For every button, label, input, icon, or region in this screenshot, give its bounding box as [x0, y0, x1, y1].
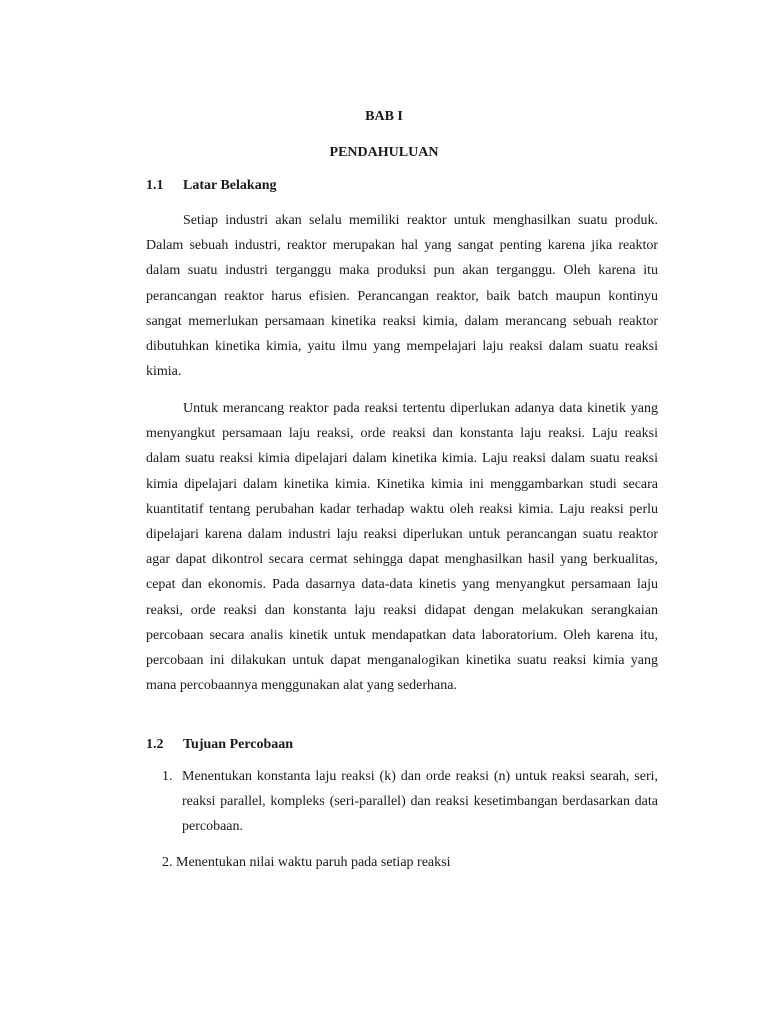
section-heading-latar-belakang [146, 177, 276, 195]
list-marker: 2. [162, 855, 173, 870]
chapter-number: BAB I [365, 109, 403, 124]
section-number: 1.2 [146, 737, 164, 752]
list-item-text: Menentukan nilai waktu paruh pada setiap reaksi [176, 855, 451, 870]
list-item [162, 850, 450, 875]
list-marker: 1. [162, 769, 173, 784]
section-title: Latar Belakang [183, 178, 277, 193]
section-number: 1.1 [146, 178, 164, 193]
list-item [146, 764, 658, 840]
section-heading-tujuan-percobaan [146, 736, 293, 754]
chapter-title: PENDAHULUAN [329, 145, 439, 160]
paragraph-latar-belakang-2: Untuk merancang reaktor pada reaksi tertentu diperlukan adanya data kinetik yang menyangkut persamaan laju reaksi, orde reaksi dan konstanta laju reaksi. Laju reaksi dalam suatu reaksi kimia dipelajari dalam kinetika kimia. Laju reaksi dalam suatu reaksi kimia dipelajari dalam kinetika kimia. Kinetika kimia ini menggambarkan studi secara kuantitatif tentang perubahan kadar terhadap waktu oleh reaksi kimia. Laju reaksi perlu dipelajari karena dalam industri laju reaksi diperlukan untuk perancangan suatu reaktor agar dapat dikontrol secara cermat sehingga dapat menghasilkan hasil yang berkualitas, cepat dan ekonomis. Pada dasarnya data-data kinetis yang menyangkut persamaan laju reaksi, orde reaksi dan konstanta laju reaksi didapat dengan melakukan serangkaian percobaan secara analis kinetik untuk mendapatkan data laboratorium. Oleh karena itu, percobaan ini dilakukan untuk dapat menganalogikan kinetika suatu reaksi kimia yang mana percobaannya menggunakan alat yang sederhana. [146, 401, 658, 694]
objectives-list [146, 764, 658, 840]
section-title: Tujuan Percobaan [183, 737, 294, 752]
list-item-text: Menentukan konstanta laju reaksi (k) dan orde reaksi (n) untuk reaksi searah, seri, reaksi parallel, kompleks (seri-parallel) dan reaksi kesetimbangan berdasarkan data percobaan. [182, 769, 658, 835]
paragraph-latar-belakang-1: Setiap industri akan selalu memiliki reaktor untuk menghasilkan suatu produk. Dalam sebuah industri, reaktor merupakan hal yang sangat penting karena jika reaktor dalam suatu industri terganggu maka produksi pun akan terganggu. Oleh karena itu perancangan reaktor harus efisien. Perancangan reaktor, baik batch maupun kontinyu sangat memerlukan persamaan kinetika reaksi kimia, dalam merancang sebuah reaktor dibutuhkan kinetika kimia, yaitu ilmu yang mempelajari laju reaksi dalam suatu reaksi kimia. [146, 213, 658, 380]
